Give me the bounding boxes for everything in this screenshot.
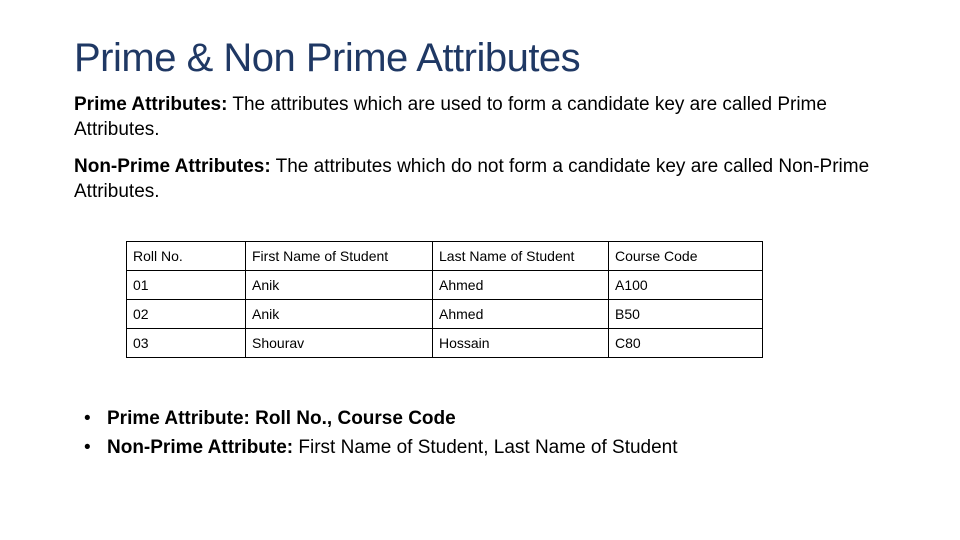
list-item — [84, 404, 678, 433]
summary-bullet-list — [84, 404, 678, 462]
bullet-label: Non-Prime Attribute: — [107, 437, 294, 458]
definition-term: Non-Prime Attributes: — [74, 156, 271, 177]
table-cell: Shourav — [246, 329, 433, 358]
table-cell: 01 — [127, 271, 246, 300]
table-cell: 02 — [127, 300, 246, 329]
definition-text: The attributes which do not form a candidate key are called Non-Prime Attributes. — [74, 156, 870, 202]
definition-term: Prime Attributes: — [74, 94, 228, 115]
table-header-row — [127, 242, 763, 271]
list-item — [84, 433, 678, 462]
bullet-icon: • — [84, 437, 91, 458]
non-prime-attributes-definition — [74, 154, 904, 204]
table-row — [127, 300, 763, 329]
table-cell: 03 — [127, 329, 246, 358]
header-cell: Roll No. — [127, 242, 246, 271]
table-cell: Ahmed — [433, 271, 609, 300]
bullet-icon: • — [84, 408, 91, 429]
table-cell: Hossain — [433, 329, 609, 358]
table-cell: B50 — [609, 300, 763, 329]
definition-text: The attributes which are used to form a candidate key are called Prime Attributes. — [74, 94, 827, 140]
student-table — [126, 241, 763, 358]
table-cell: Anik — [246, 271, 433, 300]
bullet-text: First Name of Student, Last Name of Student — [293, 437, 678, 458]
table-row — [127, 329, 763, 358]
header-cell: Course Code — [609, 242, 763, 271]
table-row — [127, 271, 763, 300]
header-cell: First Name of Student — [246, 242, 433, 271]
prime-attributes-definition — [74, 92, 904, 142]
table-cell: A100 — [609, 271, 763, 300]
bullet-label: Prime Attribute: Roll No., Course Code — [107, 408, 456, 429]
table-cell: C80 — [609, 329, 763, 358]
slide-title: Prime & Non Prime Attributes — [74, 36, 581, 80]
header-cell: Last Name of Student — [433, 242, 609, 271]
table-cell: Ahmed — [433, 300, 609, 329]
table-cell: Anik — [246, 300, 433, 329]
